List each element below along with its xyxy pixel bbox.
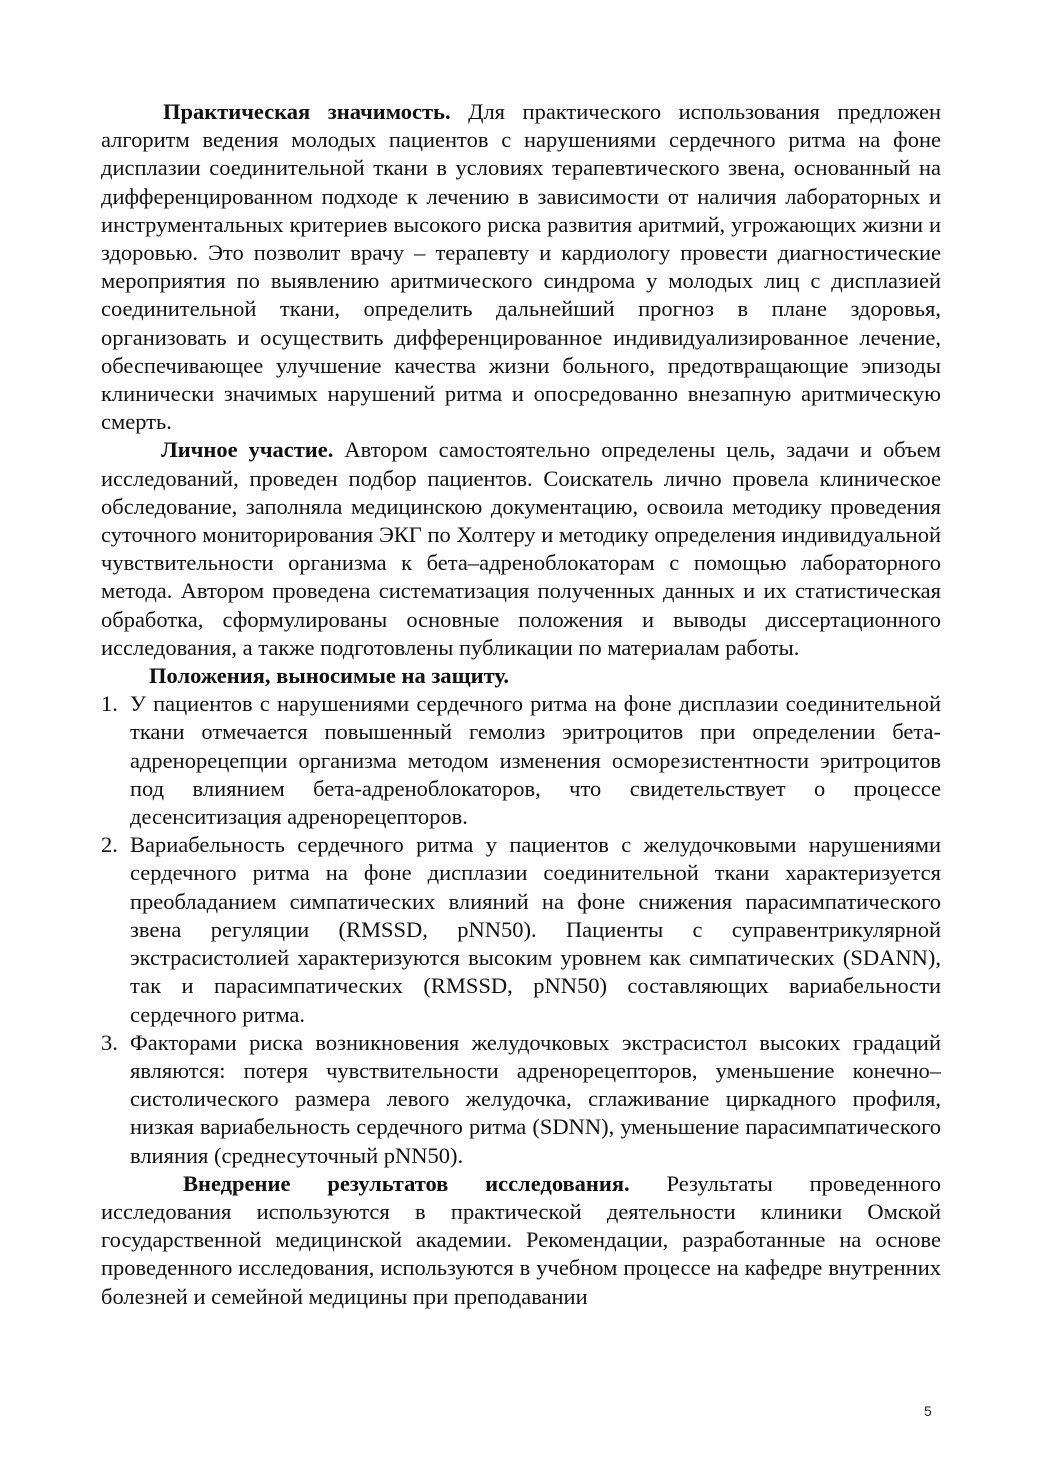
thesis-number: 2. xyxy=(101,832,118,858)
thesis-item xyxy=(101,690,941,831)
theses-list xyxy=(101,690,941,1169)
document-page xyxy=(101,98,941,1311)
participation-paragraph xyxy=(101,436,941,662)
implementation-text: Результаты проведенного исследования используются в практической деятельности клиники Омской государственной медицинской академии. Рекомендации, разработанные на основе проведенного исследования, используются в учебном процессе на кафедре внутренних болезней и семейной медицины при преподавании xyxy=(101,1170,942,1309)
thesis-number: 3. xyxy=(101,1029,118,1055)
thesis-item xyxy=(101,1029,941,1170)
significance-text: Для практического использования предложен алгоритм ведения молодых пациентов с нарушениями сердечного ритма на фоне дисплазии соединительной ткани в условиях терапевтического звена, основанный на дифференцированном подходе к лечению в зависимости от наличия лабораторных и инструментальных критериев высокого риска развития аритмий, угрожающих жизни и здоровью. Это позволит врачу – терапевту и кардиологу провести диагностические мероприятия по выявлению аритмического синдрома у молодых лиц с дисплазией соединительной ткани, определить дальнейший прогноз в плане здоровья, организовать и осуществить дифференцированное индивидуализированное лечение, обеспечивающее улучшение качества жизни больного, предотвращающие эпизоды клинически значимых нарушений ритма и опосредованно внезапную аритмическую смерть. xyxy=(101,99,942,435)
implementation-paragraph xyxy=(101,1170,941,1311)
thesis-item xyxy=(101,831,941,1028)
thesis-text: У пациентов с нарушениями сердечного ритма на фоне дисплазии соединительной ткани отмечается повышенный гемолиз эритроцитов при определении бета-адренорецепции организма методом изменения осморезистентности эритроцитов под влиянием бета-адреноблокаторов, что свидетельствует о процессе десенситизация адренорецепторов. xyxy=(130,691,941,830)
thesis-number: 1. xyxy=(101,691,118,717)
significance-label: Практическая значимость. xyxy=(163,99,451,124)
page-number: 5 xyxy=(924,1403,932,1419)
significance-paragraph xyxy=(101,98,941,436)
thesis-text: Факторами риска возникновения желудочковых экстрасистол высоких градаций являются: потеря чувствительности адренорецепторов, уменьшение конечно–систолического размера левого желудочка, сглаживание циркадного профиля, низкая вариабельность сердечного ритма (SDNN), уменьшение парасимпатического влияния (среднесуточный pNN50). xyxy=(130,1029,941,1168)
implementation-label: Внедрение результатов исследования. xyxy=(183,1170,630,1196)
theses-heading: Положения, выносимые на защиту. xyxy=(149,663,509,689)
thesis-text: Вариабельность сердечного ритма у пациентов с желудочковыми нарушениями сердечного ритма на фоне дисплазии соединительной ткани характеризуется преобладанием симпатических влияний на фоне снижения парасимпатического звена регуляции (RMSSD, pNN50). Пациенты с суправентрикулярной экстрасистолией характеризуются высоким уровнем как симпатических (SDANN), так и парасимпатических (RMSSD, pNN50) составляющих вариабельности сердечного ритма. xyxy=(130,832,941,1027)
participation-label: Личное участие. xyxy=(161,437,334,463)
participation-text: Автором самостоятельно определены цель, задачи и объем исследований, проведен подбор пациентов. Соискатель лично провела клиническое обследование, заполняла медицинскою документацию, освоила методику проведения суточного мониторирования ЭКГ по Холтеру и методику определения индивидуальной чувствительности организма к бета–адреноблокаторам с помощью лабораторного метода. Автором проведена систематизация полученных данных и их статистическая обработка, сформулированы основные положения и выводы диссертационного исследования, а также подготовлены публикации по материалам работы. xyxy=(101,437,941,660)
